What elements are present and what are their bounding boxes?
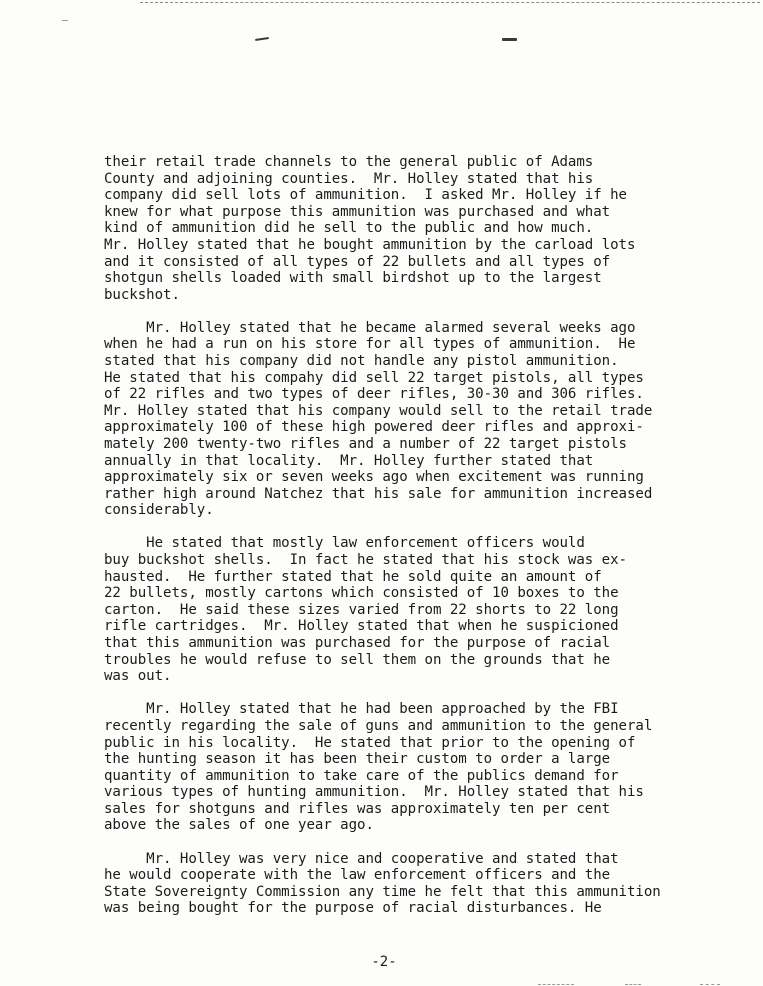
text-line: approximately 100 of these high powered deer rifles and approxi- (104, 419, 644, 436)
scan-artifact-mark (502, 38, 517, 41)
scan-bottom-dash (625, 984, 641, 985)
paragraph (104, 701, 704, 834)
paragraph (104, 535, 704, 684)
text-line: when he had a run on his store for all types of ammunition. He (104, 336, 636, 353)
text-line: annually in that locality. Mr. Holley further stated that (104, 452, 594, 469)
text-line: sales for shotguns and rifles was approximately ten per cent (104, 800, 611, 817)
scan-artifact-mark (255, 37, 269, 41)
text-line: the hunting season it has been their custom to order a large (104, 751, 611, 768)
text-line: carton. He said these sizes varied from 22 shorts to 22 long (104, 601, 619, 618)
text-line: was out. (104, 668, 172, 685)
text-line: various types of hunting ammunition. Mr. Holley stated that his (104, 784, 644, 801)
text-line: recently regarding the sale of guns and ammunition to the general (104, 717, 653, 734)
text-line: hausted. He further stated that he sold quite an amount of (104, 568, 602, 585)
paragraph (104, 154, 704, 303)
text-line: rifle cartridges. Mr. Holley stated that when he suspicioned (104, 618, 619, 635)
text-line: stated that his company did not handle any pistol ammunition. (104, 353, 619, 370)
text-line: above the sales of one year ago. (104, 817, 374, 834)
paragraph (104, 320, 704, 519)
text-line: troubles he would refuse to sell them on the grounds that he (104, 651, 611, 668)
text-line: kind of ammunition did he sell to the public and how much. (104, 220, 594, 237)
text-line: their retail trade channels to the general public of Adams (104, 154, 594, 170)
text-line: mately 200 twenty-two rifles and a number of 22 target pistols (104, 436, 627, 452)
text-line: He stated that mostly law enforcement officers would (104, 535, 585, 552)
text-line: He stated that his compahy did sell 22 target pistols, all types (104, 369, 644, 386)
text-line: Mr. Holley was very nice and cooperative and stated that (104, 850, 619, 867)
text-line: buy buckshot shells. In fact he stated that his stock was ex- (104, 552, 627, 569)
text-line: quantity of ammunition to take care of the publics demand for (104, 767, 619, 784)
scan-bottom-dash (700, 984, 720, 985)
text-line: County and adjoining counties. Mr. Holley stated that his (104, 170, 594, 187)
text-line: he would cooperate with the law enforcement officers and the (104, 867, 611, 884)
text-line: buckshot. (104, 286, 180, 303)
paragraph (104, 851, 704, 917)
scan-bottom-dash (538, 984, 574, 985)
scan-top-dashed-edge (140, 2, 760, 3)
text-line: State Sovereignty Commission any time he felt that this ammunition (104, 883, 661, 900)
text-line: and it consisted of all types of 22 bullets and all types of (104, 253, 611, 270)
text-line: Mr. Holley stated that he had been approached by the FBI (104, 701, 619, 718)
text-line: Mr. Holley stated that he bought ammunition by the carload lots (104, 236, 636, 253)
scan-artifact-mark (62, 20, 68, 21)
text-line: that this ammunition was purchased for the purpose of racial (104, 635, 611, 652)
text-line: public in his locality. He stated that prior to the opening of (104, 734, 636, 751)
text-line: knew for what purpose this ammunition was purchased and what (104, 203, 611, 220)
page-number: -2- (371, 954, 397, 970)
text-line: 22 bullets, mostly cartons which consisted of 10 boxes to the (104, 585, 619, 602)
text-line: shotgun shells loaded with small birdshot up to the largest (104, 270, 602, 287)
text-line: Mr. Holley stated that he became alarmed several weeks ago (104, 319, 636, 336)
text-line: was being bought for the purpose of racial disturbances. He (104, 900, 602, 917)
text-line: company did sell lots of ammunition. I asked Mr. Holley if he (104, 187, 627, 204)
text-line: approximately six or seven weeks ago when excitement was running (104, 469, 644, 486)
text-line: of 22 rifles and two types of deer rifles, 30-30 and 306 rifles. (104, 386, 644, 403)
text-line: Mr. Holley stated that his company would sell to the retail trade (104, 402, 653, 419)
document-body (104, 154, 704, 933)
text-line: considerably. (104, 502, 214, 519)
text-line: rather high around Natchez that his sale for ammunition increased (104, 485, 653, 502)
